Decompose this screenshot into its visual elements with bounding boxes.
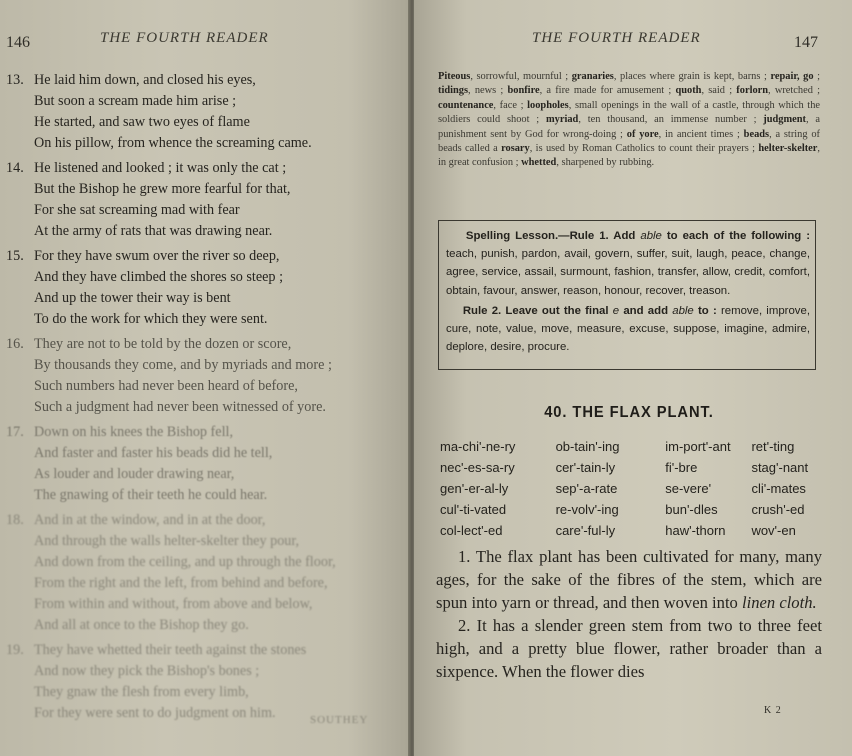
stanza-number: 16. (6, 336, 24, 352)
poem-line-text: And they have climbed the shores so steep ; (34, 269, 284, 285)
poem-line (6, 376, 406, 397)
poem-line-text: Such a judgment had never been witnessed of yore. (34, 399, 326, 415)
spelling-word: ma-chi'-ne-ry (440, 439, 516, 454)
rule1-tail: to each of the following : (661, 230, 810, 242)
glossary-definition: , face ; (493, 99, 528, 111)
spelling-word: col-lect'-ed (440, 523, 503, 538)
poem-line-text: By thousands they come, and by myriads and more ; (34, 357, 332, 373)
poem-line-text: And now they pick the Bishop's bones ; (34, 663, 260, 679)
glossary-term: countenance (438, 99, 494, 111)
spelling-heading: Spelling Lesson. (465, 230, 559, 242)
stanza-number: 14. (6, 160, 24, 176)
stanza (6, 422, 406, 506)
glossary-term: Piteous (438, 71, 471, 82)
spelling-word: gen'-er-al-ly (440, 481, 509, 496)
poem-line-text: To do the work for which they were sent. (34, 311, 268, 327)
page-number-left: 146 (6, 34, 30, 51)
rule1-suffix: able (640, 230, 662, 242)
poem-line-text: The gnawing of their teeth he could hear. (34, 487, 268, 503)
spelling-lesson-box (438, 220, 816, 370)
glossary-term: of yore (626, 128, 659, 140)
spelling-rule-2 (446, 302, 810, 357)
stanza-number: 19. (6, 642, 24, 658)
word-list (440, 436, 820, 541)
stanza (6, 334, 406, 418)
poem-line (6, 531, 406, 552)
glossary-term: myriad (546, 114, 579, 126)
poem-line (6, 573, 406, 594)
poem-line-text: They have whetted their teeth against the stones (34, 642, 307, 658)
glossary-definition: ; (813, 71, 820, 82)
poem-line (6, 640, 406, 661)
glossary-term: whetted (521, 157, 557, 169)
poem-line (6, 682, 406, 703)
poem-line-text: But soon a scream made him arise ; (34, 93, 237, 109)
poem-line-text: He started, and saw two eyes of flame (34, 114, 250, 130)
poem-line-text: At the army of rats that was drawing near. (34, 223, 273, 239)
rule2-tail: to : (693, 304, 717, 317)
glossary-definition: , sorrowful, mournful ; (470, 71, 572, 82)
poem-line (6, 221, 406, 242)
spelling-word: cul'-ti-vated (440, 502, 507, 517)
glossary-term: quoth (675, 85, 702, 97)
rule2-letter: e (612, 304, 620, 317)
poem-line-text: And down from the ceiling, and up through the floor, (34, 554, 336, 570)
poem-line (6, 334, 406, 355)
para1-text: 1. The flax plant has been cultivated for many, many ages, for the sake of the fibres of the stem, which are spun into yarn or thread, and then woven into (436, 547, 822, 612)
rule2-lead: Rule 2. Leave out the final (462, 304, 613, 317)
glossary-definition: , news ; (468, 85, 508, 97)
poem-line-text: From within and without, from above and below, (34, 596, 313, 612)
poem-author: SOUTHEY (310, 714, 369, 726)
glossary-term: granaries (571, 71, 614, 82)
glossary (438, 70, 820, 171)
poem-line-text: They gnaw the flesh from every limb, (34, 684, 249, 700)
glossary-definition: , sharpened by rubbing. (556, 157, 655, 169)
word-row (440, 457, 820, 478)
poem-line (6, 397, 406, 418)
running-head-left: THE FOURTH READER (100, 30, 269, 46)
stanza-number: 17. (6, 424, 24, 440)
poem-line (6, 661, 406, 682)
stanza (6, 640, 406, 724)
lesson-title: 40. THE FLAX PLANT. (544, 404, 714, 421)
rule2-mid: and add (619, 304, 673, 317)
spelling-word: crush'-ed (751, 502, 805, 517)
poem-line (6, 288, 406, 309)
poem-line (6, 246, 406, 267)
poem-line (6, 267, 406, 288)
glossary-term: tidings (438, 85, 469, 97)
glossary-definition: , a punishment sent by God for wrong-doing ; (438, 114, 821, 140)
poem-line (6, 112, 406, 133)
poem-line (6, 309, 406, 330)
poem-line-text: For they were sent to do judgment on him. (34, 705, 276, 721)
poem-line (6, 158, 406, 179)
spelling-word: nec'-es-sa-ry (440, 460, 515, 475)
poem-line (6, 510, 406, 531)
spelling-word: im-port'-ant (665, 439, 731, 454)
poem-line (6, 615, 406, 636)
poem-line-text: From the right and the left, from behind and before, (34, 575, 328, 591)
poem-line (6, 422, 406, 443)
glossary-definition: , is used by Roman Catholics to count their prayers ; (529, 143, 759, 155)
word-row (440, 520, 820, 541)
stanza-number: 15. (6, 248, 24, 264)
glossary-term: helter-skelter (758, 143, 818, 155)
glossary-definition: , in ancient times ; (658, 128, 744, 140)
spelling-word: stag'-nant (751, 460, 809, 475)
glossary-term: rosary (501, 143, 530, 155)
poem-line (6, 200, 406, 221)
poem-line (6, 594, 406, 615)
stanza-number: 18. (6, 512, 24, 528)
glossary-definition: , a fire made for amusement ; (539, 85, 676, 97)
lesson-body (436, 545, 822, 683)
spelling-word: re-volv'-ing (555, 502, 619, 517)
poem-line-text: And all at once to the Bishop they go. (34, 617, 249, 633)
glossary-definition: , a string of beads called a (438, 128, 821, 155)
poem-line-text: For they have swum over the river so deep, (34, 248, 280, 264)
spelling-rule-1 (446, 227, 810, 300)
poem-line (6, 485, 406, 506)
spelling-word: care'-ful-ly (555, 523, 616, 538)
spelling-word: cer'-tain-ly (555, 460, 616, 475)
glossary-definition: , places where grain is kept, barns ; (613, 71, 771, 82)
poem-line-text: And up the tower their way is bent (34, 290, 231, 306)
word-row (440, 499, 820, 520)
rule2-words: remove, improve, cure, note, value, move, measure, excuse, suppose, imagine, admire, deplore, desire, procure. (446, 304, 810, 354)
spelling-word: haw'-thorn (665, 523, 726, 538)
glossary-term: repair, go (770, 71, 814, 82)
poem-line-text: But the Bishop he grew more fearful for that, (34, 181, 291, 197)
stanza-number: 13. (6, 72, 24, 88)
poem-line-text: He listened and looked ; it was only the cat ; (34, 160, 287, 176)
poem-line-text: Such numbers had never been heard of before, (34, 378, 298, 394)
glossary-definition: , said ; (701, 85, 737, 97)
glossary-definition: , in great confusion ; (438, 143, 820, 169)
poem-line (6, 355, 406, 376)
spelling-word: ob-tain'-ing (555, 439, 620, 454)
rule1-lead: —Rule 1. Add (558, 230, 641, 242)
signature-mark: K 2 (764, 705, 782, 716)
spelling-word: bun'-dles (665, 502, 718, 517)
glossary-term: loopholes (527, 99, 569, 111)
word-row (440, 436, 820, 457)
glossary-term: bonfire (507, 85, 540, 97)
poem-line-text: For she sat screaming mad with fear (34, 202, 240, 218)
poem-line (6, 133, 406, 154)
glossary-definition: , wretched ; (768, 85, 821, 97)
poem-line-text: And faster and faster his beads did he tell, (34, 445, 273, 461)
spelling-word: sep'-a-rate (555, 481, 618, 496)
poem-line-text: As louder and louder drawing near, (34, 466, 235, 482)
para1-italic: linen cloth. (742, 593, 817, 612)
paragraph-1 (436, 545, 822, 614)
glossary-term: beads (743, 128, 770, 140)
word-row (440, 478, 820, 499)
glossary-definition: , ten thousand, an immense number ; (578, 114, 764, 126)
poem-line-text: And in at the window, and in at the door, (34, 512, 266, 528)
spelling-word: wov'-en (751, 523, 796, 538)
spelling-word: ret'-ting (751, 439, 795, 454)
glossary-term: forlorn (736, 85, 769, 97)
poem-line (6, 464, 406, 485)
poem-line-text: He laid him down, and closed his eyes, (34, 72, 256, 88)
poem-line-text: On his pillow, from whence the screaming came. (34, 135, 312, 151)
glossary-term: judgment (763, 114, 806, 126)
left-page (0, 0, 410, 756)
poem-line (6, 70, 406, 91)
poem-line (6, 91, 406, 112)
paragraph-2: 2. It has a slender green stem from two to three feet high, and a pretty blue flower, rather broader than a sixpence. When the flower dies (436, 616, 822, 681)
spelling-word: fi'-bre (665, 460, 698, 475)
poem-line (6, 552, 406, 573)
spelling-word: cli'-mates (751, 481, 806, 496)
stanza (6, 158, 406, 242)
poem-line-text: Down on his knees the Bishop fell, (34, 424, 233, 440)
stanza (6, 70, 406, 154)
spelling-word: se-vere' (665, 481, 712, 496)
poem-line (6, 179, 406, 200)
poem (6, 70, 406, 728)
glossary-definition: , small openings in the wall of a castle, through which the soldiers could shoot ; (438, 99, 821, 126)
stanza (6, 246, 406, 330)
rule2-suffix: able (672, 304, 694, 317)
poem-line (6, 443, 406, 464)
stanza (6, 510, 406, 636)
running-head-right: THE FOURTH READER (532, 30, 701, 46)
page-number-right: 147 (794, 34, 818, 51)
poem-line-text: And through the walls helter-skelter they pour, (34, 533, 300, 549)
rule1-words: teach, punish, pardon, avail, govern, suffer, suit, laugh, peace, change, agree, service, assail, surmount, fashion, transfer, allow, credit, comfort, obtain, favour, answer, reason, honour, recover, treason. (446, 248, 810, 297)
poem-line-text: They are not to be told by the dozen or score, (34, 336, 292, 352)
